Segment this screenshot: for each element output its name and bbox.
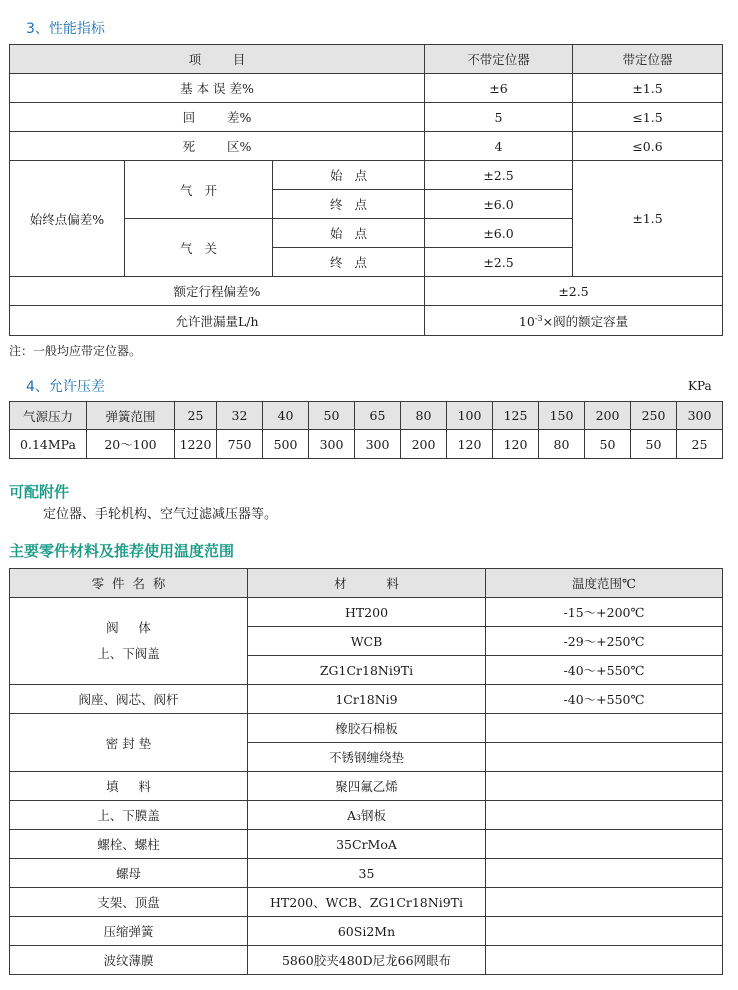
pressure-header-6: 65 [355,402,401,430]
pressure-header-9: 125 [493,402,539,430]
pressure-value-6: 300 [355,430,401,459]
other-temp-6 [486,946,723,975]
close-end-value: ±2.5 [425,248,573,277]
row-hysteresis-a: 5 [425,103,573,132]
other-temp-5 [486,917,723,946]
other-material-5: 60Si2Mn [248,917,486,946]
row-basic-error-a: ±6 [425,74,573,103]
body-material-3: ZG1Cr18Ni9Ti [248,656,486,685]
pressure-header-10: 150 [539,402,585,430]
pressure-value-13: 25 [677,430,723,459]
pressure-header-0: 气源压力 [10,402,87,430]
offset-with-positioner-value: ±1.5 [573,161,723,277]
pressure-value-0: 0.14MPa [10,430,87,459]
seat-label: 阀座、阀芯、阀杆 [10,685,248,714]
accessories-title: 可配附件 [9,483,70,501]
pressure-value-11: 50 [585,430,631,459]
leakage-exponent: -3 [534,313,543,323]
pressure-value-8: 120 [447,430,493,459]
row-deadband-label: 死 区% [10,132,425,161]
rated-travel-value: ±2.5 [425,277,723,306]
body-material-1: HT200 [248,598,486,627]
body-temp-3: -40～+550℃ [486,656,723,685]
other-label-6: 波纹薄膜 [10,946,248,975]
materials-table [9,568,723,975]
other-material-4: HT200、WCB、ZG1Cr18Ni9Ti [248,888,486,917]
body-temp-1: -15～+200℃ [486,598,723,627]
row-deadband-b: ≤0.6 [573,132,723,161]
pressure-value-7: 200 [401,430,447,459]
pressure-header-12: 250 [631,402,677,430]
seat-temp: -40～+550℃ [486,685,723,714]
close-start-label: 始 点 [273,219,425,248]
leakage-label: 允许泄漏量L/h [10,306,425,336]
close-start-value: ±6.0 [425,219,573,248]
leakage-suffix: ×阀的额定容量 [542,313,629,329]
other-material-3: 35 [248,859,486,888]
pressure-header-13: 300 [677,402,723,430]
offset-label: 始终点偏差% [10,161,125,277]
other-material-0: 聚四氟乙烯 [248,772,486,801]
pressure-header-11: 200 [585,402,631,430]
pressure-value-9: 120 [493,430,539,459]
row-basic-error-b: ±1.5 [573,74,723,103]
gasket-material-1: 橡胶石棉板 [248,714,486,743]
air-open-label: 气 开 [125,161,273,219]
header-no-positioner: 不带定位器 [425,45,573,74]
gasket-label: 密 封 垫 [10,714,248,772]
valve-body-label-line1: 阀 体 [106,620,151,635]
pressure-table [9,401,723,459]
other-label-3: 螺母 [10,859,248,888]
leakage-prefix: 10 [518,313,535,329]
pressure-header-4: 40 [263,402,309,430]
pressure-header-7: 80 [401,402,447,430]
open-end-value: ±6.0 [425,190,573,219]
row-hysteresis-b: ≤1.5 [573,103,723,132]
header-temperature: 温度范围℃ [486,569,723,598]
pressure-header-2: 25 [175,402,217,430]
gasket-material-2: 不锈钢缠绕垫 [248,743,486,772]
row-hysteresis-label: 回 差% [10,103,425,132]
seat-material: 1Cr18Ni9 [248,685,486,714]
other-label-5: 压缩弹簧 [10,917,248,946]
other-temp-0 [486,772,723,801]
header-material: 材 料 [248,569,486,598]
section-4-title: 4、允许压差 [26,379,105,395]
section-3-note: 注：一般均应带定位器。 [9,344,142,358]
other-material-2: 35CrMoA [248,830,486,859]
pressure-value-4: 500 [263,430,309,459]
header-item: 项 目 [10,45,425,74]
open-end-label: 终 点 [273,190,425,219]
other-temp-1 [486,801,723,830]
body-material-2: WCB [248,627,486,656]
gasket-temp-2 [486,743,723,772]
other-temp-4 [486,888,723,917]
other-label-0: 填 料 [10,772,248,801]
gasket-temp-1 [486,714,723,743]
body-temp-2: -29～+250℃ [486,627,723,656]
section-3-title: 3、性能指标 [26,21,105,37]
header-with-positioner: 带定位器 [573,45,723,74]
pressure-value-3: 750 [217,430,263,459]
accessories-text: 定位器、手轮机构、空气过滤减压器等。 [43,507,278,522]
performance-table [9,44,723,336]
other-label-2: 螺栓、螺柱 [10,830,248,859]
pressure-value-10: 80 [539,430,585,459]
air-close-label: 气 关 [125,219,273,277]
pressure-header-5: 50 [309,402,355,430]
other-label-1: 上、下膜盖 [10,801,248,830]
pressure-value-1: 20～100 [87,430,175,459]
close-end-label: 终 点 [273,248,425,277]
pressure-header-3: 32 [217,402,263,430]
other-temp-3 [486,859,723,888]
open-start-value: ±2.5 [425,161,573,190]
valve-body-label-line2: 上、下阀盖 [97,646,160,661]
other-material-6: 5860胶夹480D尼龙66网眼布 [248,946,486,975]
pressure-value-5: 300 [309,430,355,459]
pressure-header-1: 弹簧范围 [87,402,175,430]
pressure-unit: KPa [688,379,712,393]
row-basic-error-label: 基 本 误 差% [10,74,425,103]
pressure-value-12: 50 [631,430,677,459]
pressure-header-8: 100 [447,402,493,430]
row-deadband-a: 4 [425,132,573,161]
leakage-value [425,306,723,336]
materials-title: 主要零件材料及推荐使用温度范围 [9,542,235,560]
other-label-4: 支架、顶盘 [10,888,248,917]
rated-travel-label: 额定行程偏差% [10,277,425,306]
open-start-label: 始 点 [273,161,425,190]
other-material-1: A₃钢板 [248,801,486,830]
header-part-name: 零 件 名 称 [10,569,248,598]
pressure-value-2: 1220 [175,430,217,459]
valve-body-label [10,598,248,685]
other-temp-2 [486,830,723,859]
